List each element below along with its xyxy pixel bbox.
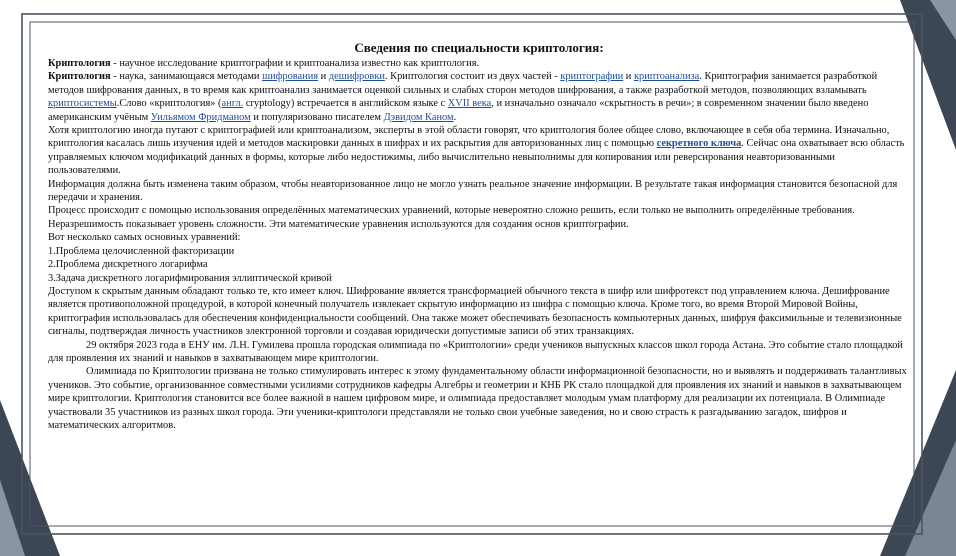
paragraph-text: - научное исследование криптографии и криптоанализа известно как криптология. — [110, 58, 480, 69]
paragraph-cryptology — [48, 70, 910, 124]
term: Криптология — [48, 71, 111, 83]
list-item: 3.Задача дискретного логарифмирования эллиптической кривой — [48, 272, 332, 284]
paragraph-text: , и изначально означало «скрытность в речи»; в современном значении было введено американским учёным — [48, 98, 869, 123]
paragraph-text: Хотя криптологию иногда путают с криптографией или криптоанализом, эксперты в этой области говорят, что криптология более общее слово, включающее в себя оба термина. Изначально, криптология касалась лишь изучения идей и методов маскировки данных в шифрах и их раскрытия для авторизованных лиц с помощью — [48, 125, 890, 150]
paragraph-olympiad-event: 29 октября 2023 года в ЕНУ им. Л.Н. Гумилева прошла городская олимпиада по «Криптологии» среди учеников выпускных классов школ города Астана. Это событие стало площадкой для проявления их знаний и навыков в захватывающем мире криптологии. — [48, 339, 903, 364]
term: Криптология — [48, 58, 111, 69]
paragraph-text: .Слово «криптология» ( — [116, 98, 222, 110]
link-17th-century[interactable]: XVII века — [447, 98, 492, 110]
paragraph-equations-intro: Вот несколько самых основных уравнений: — [48, 232, 241, 244]
paragraph-text: и — [623, 71, 634, 83]
document-title: Сведения по специальности криптология: — [354, 40, 604, 55]
list-item: 2.Проблема дискретного логарифма — [48, 259, 208, 271]
paragraph-definition — [48, 57, 910, 70]
link-encryption[interactable]: шифрования — [262, 71, 319, 83]
paragraph-text: . Сейчас она охватывает всю область управляемых ключом модификаций данных в формы, которые либо недостижимы, либо вычислительно невыполнимы для копирования или реверсирования неавторизованными пользователями. — [48, 138, 905, 177]
link-cryptanalysis[interactable]: криптоанализа — [633, 71, 700, 83]
link-cryptography[interactable]: криптографии — [560, 71, 624, 83]
paragraph-scope — [48, 124, 910, 178]
paragraph-access: Доступом к скрытым данным обладают только те, кто имеет ключ. Шифрование является трансформацией обычного текста в шифр или шифротекст под управлением ключа. Дешифрование является противоположной процедурой, в которой конечный получатель извлекает скрытую информацию из шифра с помощью ключа. Кроме того, во время Второй Мировой Войны, криптография использовалась для обеспечения конфиденциальности сообщений. Она также может обеспечивать безопасность компьютерных данных, шифруя факсимильные и телевизионные сигналы, подтверждая личность участников электронной торговли и создавая юридически допустимые записи об этих транзакциях. — [48, 285, 902, 338]
paragraph-process: Процесс происходит с помощью использования определённых математических уравнений, которые невероятно сложно решить, если только не выполнить определённые требования. Неразрешимость показывает уровень сложности. Эти математические уравнения используются для создания основ криптографии. — [48, 205, 855, 230]
paragraph-text: - наука, занимающаяся методами — [110, 71, 263, 83]
document-body — [48, 40, 910, 432]
link-david-kahn[interactable]: Дэвидом Каном — [383, 111, 454, 123]
paragraph-text: . — [453, 111, 457, 123]
list-item: 1.Проблема целочисленной факторизации — [48, 245, 235, 257]
paragraph-text: . Криптология состоит из двух частей - — [384, 71, 561, 83]
link-english[interactable]: англ. — [221, 98, 244, 110]
link-decryption[interactable]: дешифровки — [328, 71, 385, 83]
paragraph-information: Информация должна быть изменена таким образом, чтобы неавторизованное лицо не могло узнать реальное значение информации. В результате такая информация становится безопасной для передачи и хранения. — [48, 178, 898, 204]
paragraph-text: и — [318, 71, 329, 83]
paragraph-text: и популяризовано писателем — [250, 111, 384, 123]
link-william-friedman[interactable]: Уильямом Фридманом — [150, 111, 251, 123]
paragraph-olympiad-purpose: Олимпиада по Криптологии призвана не только стимулировать интерес к этому фундаментальному области информационной безопасности, но и выявлять и поддерживать талантливых учеников. Это событие, организованное совместными усилиями сотрудников кафедры Алгебры и геометрии и КНБ РК стало площадкой для проявления их знаний и навыков в захватывающем мире криптологии. Криптология становится все более важной в нашем цифровом мире, и олимпиада предоставляет молодым умам платформу для реализации их потенциала. В Олимпиаде участвовали 35 участников из разных школ города. Эти ученики-криптологи представляли не только свои учебные заведения, но и свою страсть к разгадыванию загадок, шифров и математических алгоритмов. — [48, 366, 907, 431]
paragraph-text: . Криптография занимается разработкой методов шифрования данных, в то время как криптоанализ занимается оценкой сильных и слабых сторон методов шифрования, а также разработкой методов, позволяющих взламывать — [48, 71, 878, 96]
paragraph-text: cryptology) встречается в английском языке с — [243, 98, 448, 110]
link-cryptosystems[interactable]: криптосистемы — [48, 98, 117, 110]
link-secret-key[interactable]: секретного ключа — [656, 138, 742, 150]
